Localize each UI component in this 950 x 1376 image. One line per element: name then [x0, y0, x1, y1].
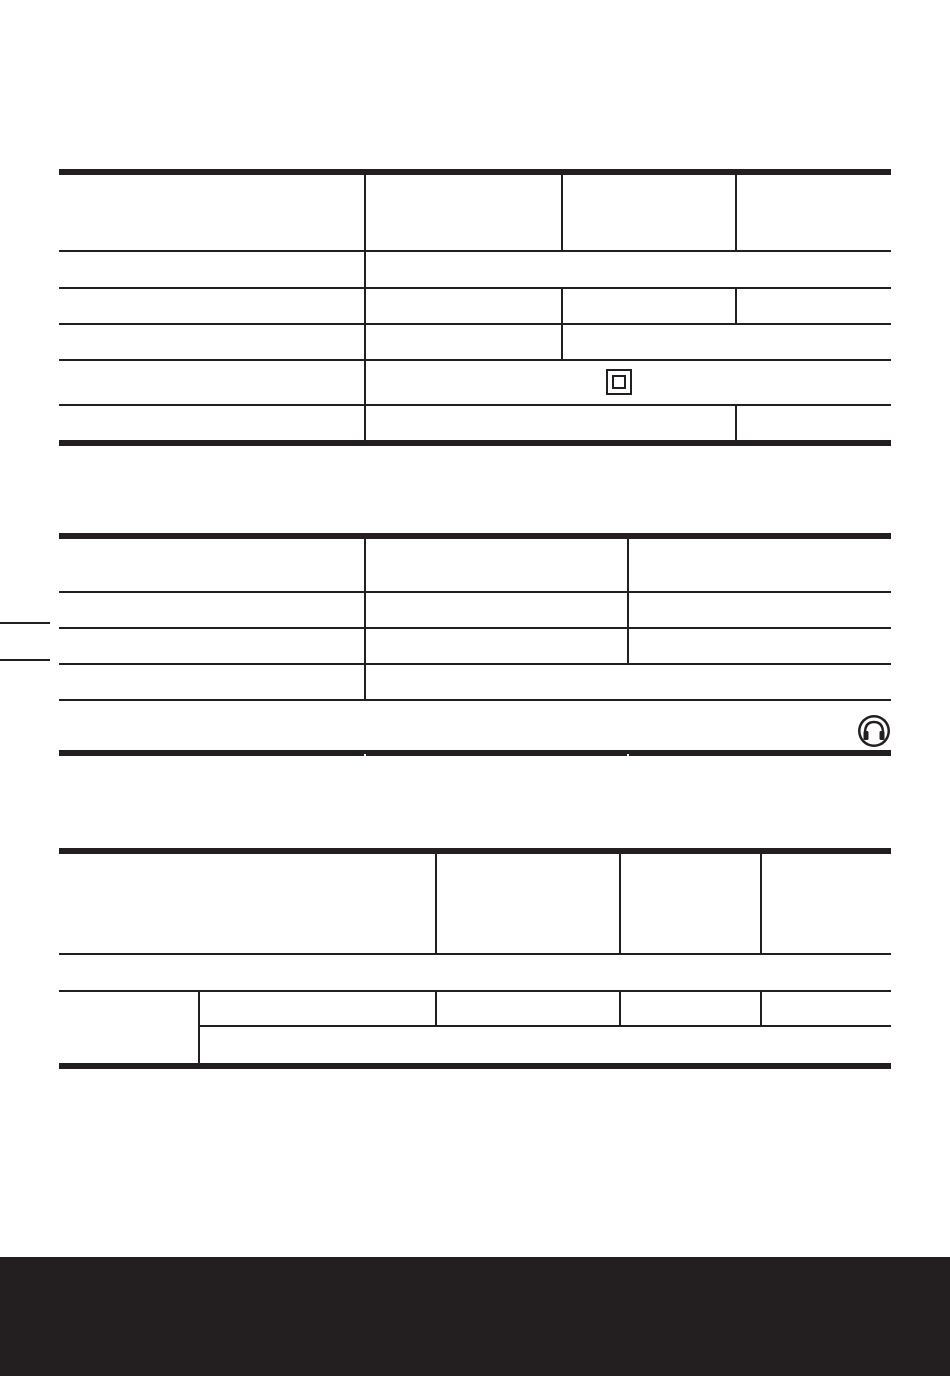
cell-divider [760, 990, 762, 1025]
cell-divider [198, 990, 200, 1064]
table-top-rule [59, 848, 891, 854]
row-rule [198, 1025, 891, 1027]
cell-divider [619, 990, 621, 1025]
cell-divider [435, 990, 437, 1025]
footer-bar [0, 1257, 950, 1376]
header-divider [619, 848, 621, 954]
header-divider [435, 848, 437, 954]
table-bottom-rule [59, 1063, 891, 1069]
row-rule [59, 953, 891, 955]
header-divider [760, 848, 762, 954]
row-rule [59, 990, 891, 992]
